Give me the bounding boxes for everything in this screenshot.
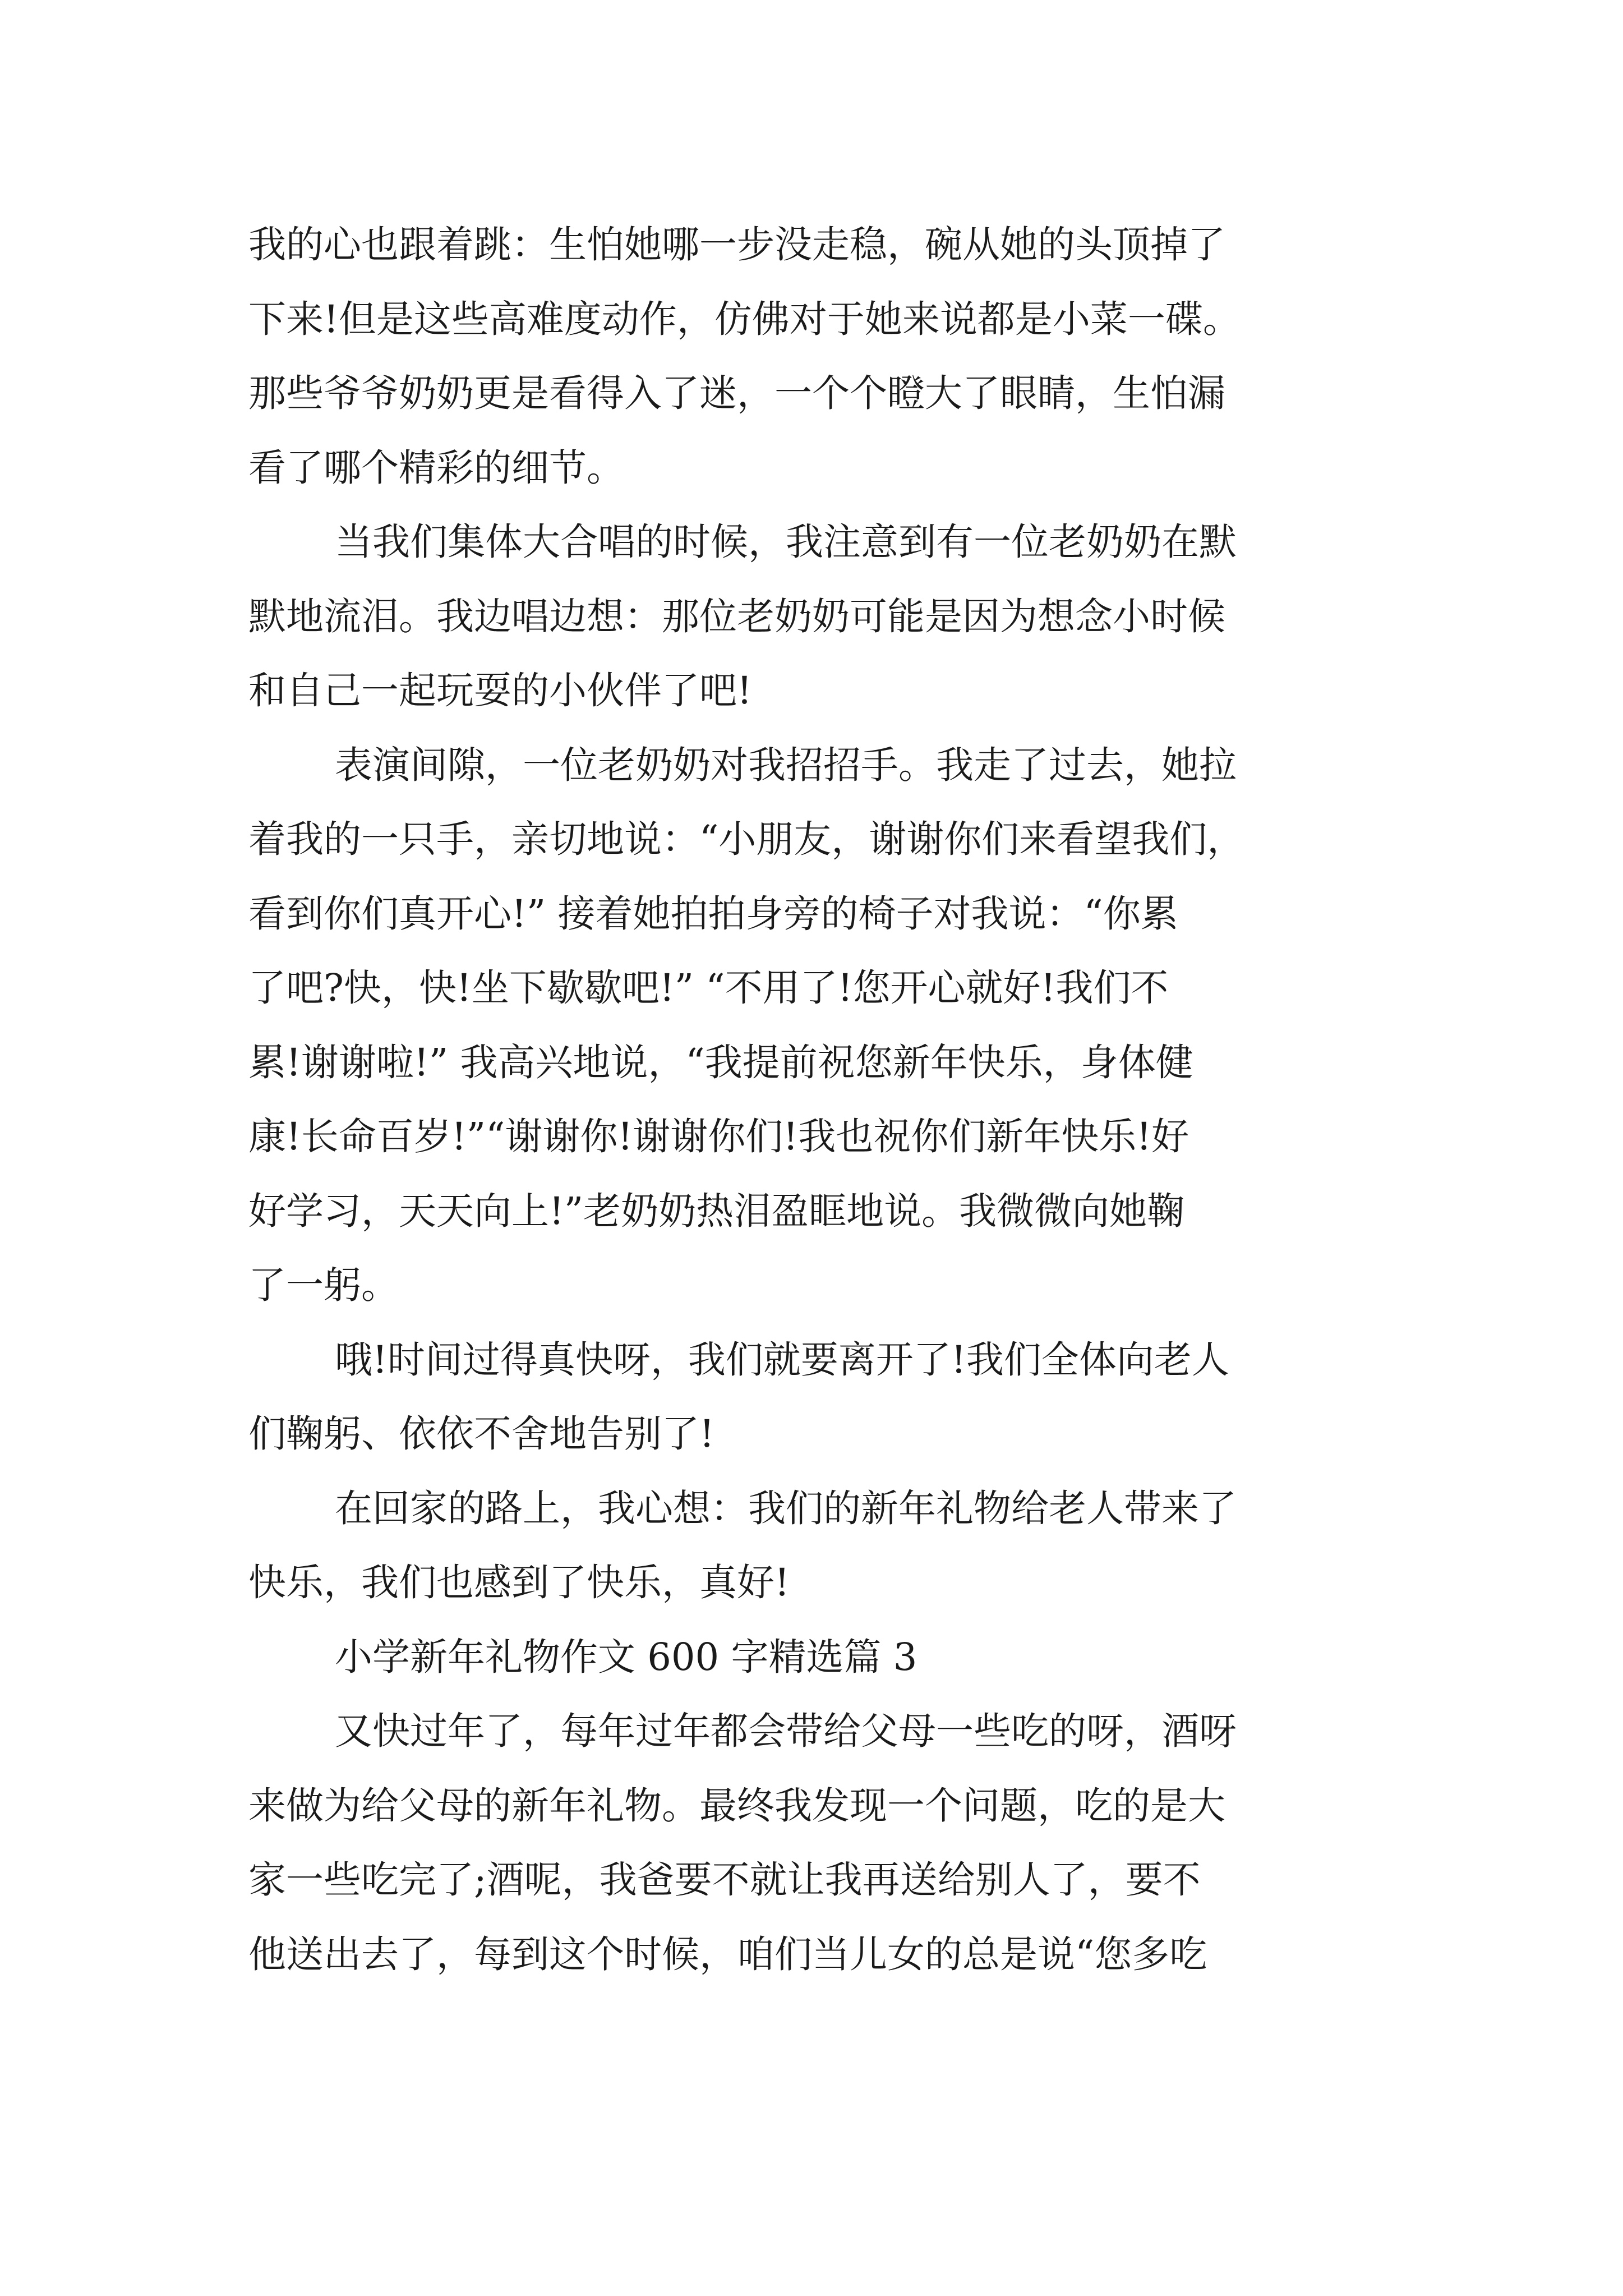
text-line: 和自己一起玩耍的小伙伴了吧! bbox=[248, 669, 752, 712]
text-line: 他送出去了，每到这个时候，咱们当儿女的总是说“您多吃 bbox=[248, 1932, 1207, 1976]
text-line: 了一躬。 bbox=[248, 1263, 399, 1307]
text-line: 那些爷爷奶奶更是看得入了迷，一个个瞪大了眼睛，生怕漏 bbox=[248, 371, 1225, 415]
text-line: 好学习，天天向上!”老奶奶热泪盈眶地说。我微微向她鞠 bbox=[248, 1189, 1185, 1233]
text-line: 快乐，我们也感到了快乐，真好! bbox=[248, 1561, 790, 1604]
text-line: 默地流泪。我边唱边想：那位老奶奶可能是因为想念小时候 bbox=[248, 594, 1225, 638]
document-body bbox=[248, 208, 1390, 1991]
text-line: 着我的一只手，亲切地说：“小朋友，谢谢你们来看望我们， bbox=[248, 817, 1245, 861]
paragraph-first-line: 表演间隙，一位老奶奶对我招招手。我走了过去，她拉 bbox=[335, 743, 1237, 787]
paragraph-first-line: 哦!时间过得真快呀，我们就要离开了!我们全体向老人 bbox=[335, 1337, 1229, 1382]
text-line: 家一些吃完了;酒呢，我爸要不就让我再送给别人了，要不 bbox=[248, 1858, 1201, 1902]
text-line: 我的心也跟着跳：生怕她哪一步没走稳，碗从她的头顶掉了 bbox=[248, 223, 1225, 266]
text-line: 来做为给父母的新年礼物。最终我发现一个问题，吃的是大 bbox=[248, 1783, 1225, 1828]
text-line: 康!长命百岁!”“谢谢你!谢谢你们!我也祝你们新年快乐!好 bbox=[248, 1115, 1189, 1158]
text-line: 们鞠躬、依依不舍地告别了! bbox=[248, 1412, 714, 1456]
text-line: 看到你们真开心!” 接着她拍拍身旁的椅子对我说：“你累 bbox=[248, 891, 1178, 936]
section-heading: 小学新年礼物作文 600 字精选篇 3 bbox=[335, 1635, 917, 1679]
paragraph-first-line: 在回家的路上，我心想：我们的新年礼物给老人带来了 bbox=[335, 1486, 1237, 1530]
text-line: 累!谢谢啦!” 我高兴地说，“我提前祝您新年快乐，身体健 bbox=[248, 1040, 1193, 1084]
text-line: 了吧?快，快!坐下歇歇吧!” “不用了!您开心就好!我们不 bbox=[248, 966, 1169, 1010]
paragraph-first-line: 当我们集体大合唱的时候，我注意到有一位老奶奶在默 bbox=[335, 520, 1237, 564]
text-line: 下来!但是这些高难度动作，仿佛对于她来说都是小菜一碟。 bbox=[248, 297, 1241, 341]
text-line: 看了哪个精彩的细节。 bbox=[248, 445, 624, 490]
paragraph-first-line: 又快过年了，每年过年都会带给父母一些吃的呀，酒呀 bbox=[335, 1709, 1237, 1753]
